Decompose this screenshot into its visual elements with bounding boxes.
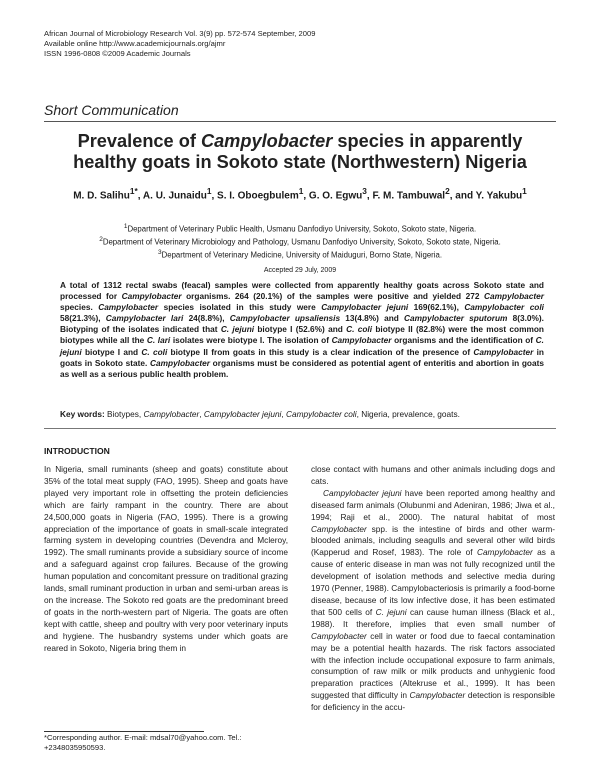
body-run: as a cause of enteric disease in man was not fully recognized until the development of isolation methods and selective media during 1970 (Penner, 1988). Campylobacteriosis is primarily a food-borne disease, because of its low infective dose, it has been estimated that 500 cells of [311, 547, 555, 617]
keyword-run: , [199, 409, 204, 419]
abstract-run: organisms must be considered as potential agent of enteritis and abortion in goats as well as a serious public health problem. [60, 357, 544, 379]
body-run: Campylobacter jejuni [323, 487, 402, 498]
abstract-run: 13(4.8%) and [340, 313, 405, 324]
body-run: cell in water or food due to faecal contamination may be a potential health hazards. The risk factors associated with the infection include occupational exposure to farm animals, consumption of raw milk or milk products and unhygienic food preparation practices (Altekruse et al., 1999). It has been suggested that difficulty in [311, 630, 555, 701]
abstract-run: isolates were biotype I. The isolation of [170, 335, 332, 346]
affiliation-mark: 1 [123, 223, 128, 230]
footnote-divider [44, 731, 204, 732]
affiliation [44, 222, 556, 235]
body-run: close contact with humans and other animals including dogs and cats. [311, 464, 555, 486]
abstract-run: A total of 1312 rectal swabs (feacal) samples were collected from apparently healthy goats across Sokoto state and processed for [60, 280, 544, 302]
author-list: M. D. Salihu$^{1*}$, A. U. Junaidu$^1$, S. I. Oboegbulem$^1$, G. O. Egwu$^3$, F. M. Tambuwal$^2$, and Y. Yakubu$^1$ [73, 186, 527, 202]
body-run: can cause human illness (Black et al., 1988). It therefore, implies that even small number of [311, 606, 555, 629]
author-affiliation-mark: 1 [298, 186, 304, 196]
author-affiliation-mark: 2 [445, 186, 450, 196]
abstract-run: Campylobacter [150, 357, 210, 368]
abstract-run: C. coli [346, 324, 373, 335]
body-run: Campylobacter [409, 690, 466, 701]
author-affiliation-mark: 1 [206, 186, 212, 196]
paper-title [44, 131, 556, 173]
abstract-run: C. jejuni [60, 335, 544, 357]
author-affiliation-mark: 3 [362, 186, 367, 196]
abstract-run: in goats in Sokoto state. [60, 346, 544, 368]
title-pre: Prevalence of [77, 131, 201, 151]
affiliation-list [44, 222, 556, 262]
keyword-run: Biotypes, [104, 409, 144, 419]
keyword-run: , Nigeria, prevalence, goats. [356, 409, 460, 419]
title-italic: Campylobacter [200, 131, 333, 151]
affiliation-mark: 3 [157, 249, 162, 257]
affiliation-mark: 2 [99, 236, 103, 244]
author-name: S. I. Oboegbulem [217, 190, 299, 202]
affiliation [44, 235, 556, 248]
abstract-run: Campylobacter coli [464, 302, 544, 313]
keyword-run: Campylobacter jejuni [203, 409, 282, 419]
header-divider [44, 121, 556, 122]
journal-header [44, 29, 315, 59]
abstract-run: Campylobacter [473, 346, 534, 357]
author-affiliation-mark: 1* [129, 186, 138, 196]
abstract-run: Campylobacter sputorum [404, 313, 508, 324]
body-run: C. jejuni [375, 606, 407, 617]
abstract-run: Campylobacter [98, 302, 159, 313]
abstract-run: 24(8.8%), [183, 313, 230, 324]
title-post: species in apparently healthy goats in Sokoto state (Northwestern) Nigeria [73, 131, 527, 172]
abstract-run: biotype I (52.6%) and [254, 324, 347, 335]
abstract-run: organisms and the identification of [391, 335, 536, 346]
corresponding-author-footnote: *Corresponding author. E-mail: mdsal70@yahoo.com. Tel.: +2348035950593. [44, 733, 242, 752]
article-type: Short Communication [44, 102, 179, 118]
abstract-run: biotype I and [81, 346, 142, 357]
journal-issn: ISSN 1996-0808 ©2009 Academic Journals [44, 49, 191, 58]
abstract-run: species isolated in this study were [158, 302, 322, 313]
keywords-text [105, 409, 460, 419]
abstract-run: Campylobacter upsaliensis [229, 313, 341, 324]
abstract-run: biotype II (82.8%) were the most common biotypes while all the [60, 324, 544, 346]
introduction-heading: INTRODUCTION [44, 446, 110, 456]
body-run: have been reported among healthy and diseased farm animals (Olubunmi and Adeniran, 1986; Jiwa et al., 1994; Raji et al., 2000). The natural habitat of most [311, 487, 555, 522]
body-run: spp. is the intestine of birds and other warm-blooded animals, including seagulls and several other wild birds (Kapperud and Rosef, 1983). The role of [311, 523, 555, 558]
affiliation-text: Department of Veterinary Microbiology and Pathology, Usmanu Danfodiyo University, Sokoto, Sokoto state, Nigeria. [102, 237, 501, 247]
body-run: Campylobacter [476, 547, 533, 558]
body-run: In Nigeria, small ruminants (sheep and goats) constitute about 35% of the total meat supply (FAO, 1995). Sheep and goats have played very important role in offsetting the protein deficiencies which are fairly rampant in the country. There are about 24,500,000 goats in Nigeria (FAO, 1995). There is a growing appreciation of the importance of goats in small-scale integrated farming system in developing countries (Devendra and Mcleroy, 1992). The small ruminants provide a subsidiary source of income and a safeguard against crop failures. Because of the growing human population and concomitant pressure on traditional grazing lands, small ruminant production in urban and semi-urban areas is on the increase. The Sokoto red goats are the predominant breed of goats in the north-western part of Nigeria. The goats are often kept with cattle, sheep and poultry with very poor veterinary inputs and hygiene. The husbandry systems under which goats are reared in Sokoto, Nigeria bring them in [44, 464, 288, 653]
affiliation-text: Department of Veterinary Medicine, University of Maiduguri, Borno State, Nigeria. [161, 250, 442, 260]
abstract-run: C. coli [141, 346, 168, 357]
right-column [311, 464, 555, 714]
abstract-run: 58(21.3%), [60, 313, 106, 324]
keyword-run: , [281, 409, 287, 419]
abstract-run: C. lari [146, 335, 171, 346]
abstract-run: Campylobacter [484, 291, 544, 302]
author-name: M. D. Salihu [73, 190, 130, 202]
body-run: Campylobacter [311, 630, 367, 641]
abstract-divider [44, 428, 556, 429]
left-column [44, 464, 288, 655]
journal-citation: African Journal of Microbiology Research Vol. 3(9) pp. 572-574 September, 2009 [44, 29, 316, 38]
body-paragraph [44, 464, 288, 655]
abstract-run: Campylobacter lari [105, 313, 184, 324]
body-paragraph [311, 464, 555, 488]
abstract-run: 8(3.0%). Biotyping of the isolates indicated that [60, 313, 544, 335]
keyword-run: Campylobacter coli [286, 409, 357, 419]
body-run: Campylobacter [311, 523, 367, 534]
abstract-run: species. [60, 302, 99, 313]
author-name: G. O. Egwu [308, 190, 363, 202]
body-run: detection is responsible for deficiency in the accu- [311, 690, 555, 713]
abstract-run: biotype II from goats in this study is a clear indication of the presence of [167, 346, 474, 357]
keywords [60, 409, 550, 420]
accepted-date: Accepted 29 July, 2009 [263, 267, 337, 274]
abstract-run: 169(62.1%), [408, 302, 465, 313]
affiliation [44, 248, 556, 261]
author-name: Y. Yakubu [475, 190, 523, 202]
abstract-run: organisms. 264 (20.1%) of the samples were positive and yielded 272 [181, 291, 485, 302]
keywords-label: Key words: [60, 409, 105, 419]
body-paragraph [311, 488, 555, 714]
keyword-run: Campylobacter [143, 409, 200, 419]
affiliation-text: Department of Veterinary Public Health, Usmanu Danfodiyo University, Sokoto, Sokoto state, Nigeria. [127, 224, 477, 234]
author-name: A. U. Junaidu [142, 190, 207, 202]
abstract-run: C. jejuni [220, 324, 255, 335]
author-affiliation-mark: 1 [522, 186, 527, 196]
abstract-run: Campylobacter [331, 335, 392, 346]
abstract [60, 280, 544, 380]
journal-url[interactable]: Available online http://www.academicjournals.org/ajmr [44, 39, 226, 48]
author-name: F. M. Tambuwal [372, 190, 446, 202]
abstract-run: Campylobacter jejuni [321, 302, 409, 313]
abstract-run: Campylobacter [121, 291, 182, 302]
